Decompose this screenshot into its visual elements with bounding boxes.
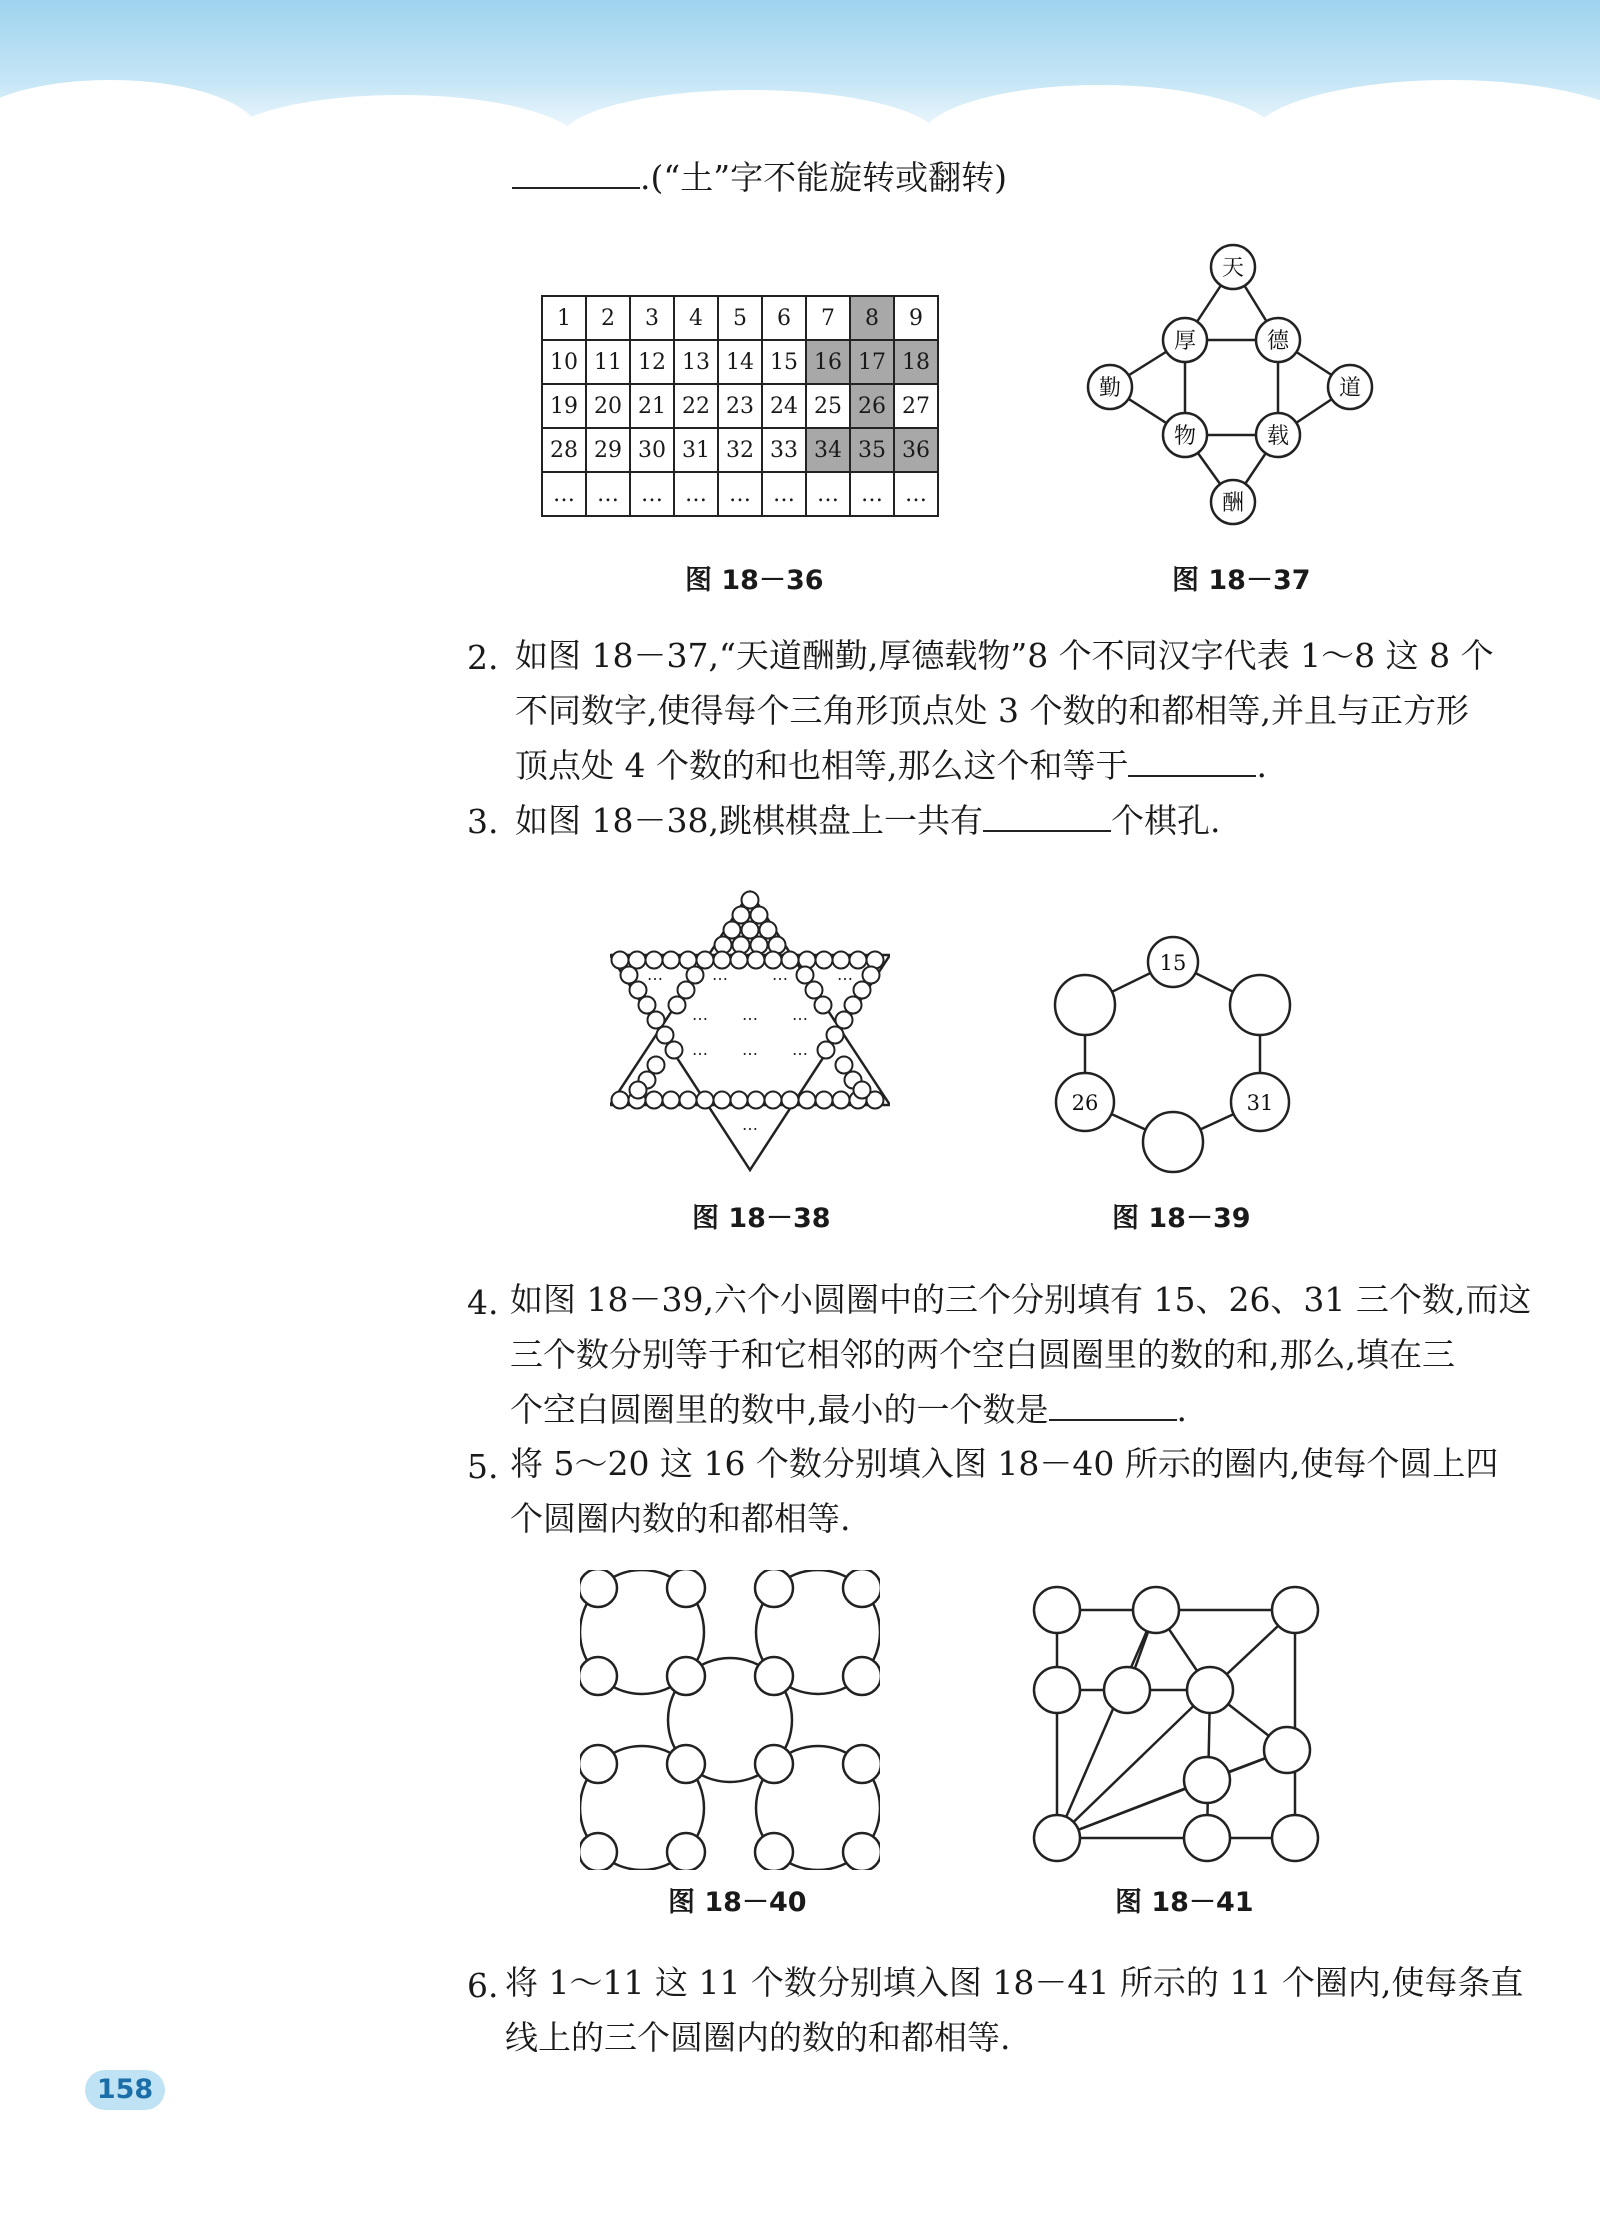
checker-hole — [663, 952, 680, 969]
checker-hole — [742, 892, 759, 909]
checker-hole — [760, 922, 777, 939]
checker-hole — [612, 1092, 629, 1109]
number-circle — [755, 1745, 793, 1783]
q2-line2: 不同数字,使得每个三角形顶点处 3 个数的和都相等,并且与正方形 — [515, 691, 1469, 730]
q2-line3: 顶点处 4 个数的和也相等,那么这个和等于 . — [515, 738, 1267, 793]
checker-hole — [797, 967, 814, 984]
value-top: 15 — [1159, 951, 1187, 975]
grid-cell: 2 — [586, 296, 630, 340]
checker-hole — [854, 982, 871, 999]
grid-cell: 23 — [718, 384, 762, 428]
q2-number: 2. — [467, 638, 499, 677]
grid-cell: 19 — [542, 384, 586, 428]
q4-line2: 三个数分别等于和它相邻的两个空白圆圈里的数的和,那么,填在三 — [510, 1335, 1455, 1374]
number-circle — [843, 1745, 880, 1783]
number-circle — [755, 1833, 793, 1870]
top-line — [512, 150, 1007, 205]
grid-cell: 30 — [630, 428, 674, 472]
number-circle — [667, 1833, 705, 1870]
checker-hole — [799, 1092, 816, 1109]
fig38-caption: 图 18－38 — [692, 1203, 831, 1234]
q4-line3: 个空白圆圈里的数中,最小的一个数是 . — [510, 1382, 1187, 1437]
checker-hole — [836, 1012, 853, 1029]
checker-hole — [697, 952, 714, 969]
grid-cell: … — [674, 472, 718, 516]
number-circle — [843, 1570, 880, 1607]
circle-bottom — [1143, 1112, 1203, 1172]
fig40-caption: 图 18－40 — [668, 1887, 807, 1918]
char-far-left: 勤 — [1098, 376, 1122, 401]
checker-hole — [648, 1057, 665, 1074]
checker-hole — [657, 1027, 674, 1044]
checker-hole — [731, 1092, 748, 1109]
grid-cell: 31 — [674, 428, 718, 472]
q4-answer-blank[interactable] — [1049, 1385, 1177, 1421]
grid-cell: 34 — [806, 428, 850, 472]
char-bottom-left: 物 — [1173, 424, 1197, 449]
grid-cell: … — [586, 472, 630, 516]
fig37-caption: 图 18－37 — [1172, 565, 1311, 596]
checker-hole — [621, 967, 638, 984]
grid-cell: 4 — [674, 296, 718, 340]
grid-cell: 11 — [586, 340, 630, 384]
grid-cell: … — [718, 472, 762, 516]
checker-hole — [733, 907, 750, 924]
q5-line1: 将 5～20 这 16 个数分别填入图 18－40 所示的圈内,使每个圆上四 — [510, 1444, 1499, 1483]
q4-line1: 如图 18－39,六个小圆圈中的三个分别填有 15、26、31 三个数,而这 — [510, 1280, 1532, 1319]
number-circle — [755, 1657, 793, 1695]
grid-cell: 21 — [630, 384, 674, 428]
checker-hole — [612, 952, 629, 969]
ellipsis-mark: … — [742, 1005, 758, 1024]
q6-line2: 线上的三个圆圈内的数的和都相等. — [505, 2018, 1011, 2057]
grid-cell: 18 — [894, 340, 938, 384]
checker-hole — [680, 1092, 697, 1109]
header-band — [0, 0, 1600, 150]
grid-row — [542, 472, 938, 516]
number-circle — [667, 1745, 705, 1783]
grid-cell: 24 — [762, 384, 806, 428]
grid-cell: 3 — [630, 296, 674, 340]
checker-hole — [863, 967, 880, 984]
checker-hole — [751, 907, 768, 924]
ellipsis-mark: … — [792, 1040, 808, 1059]
answer-blank[interactable] — [512, 153, 640, 189]
grid-cell: 17 — [850, 340, 894, 384]
ellipsis-mark: … — [647, 965, 663, 984]
grid-cell: 32 — [718, 428, 762, 472]
q3-number: 3. — [467, 802, 499, 841]
page-number: 158 — [85, 2070, 165, 2110]
checker-hole — [714, 1092, 731, 1109]
grid-cell: 29 — [586, 428, 630, 472]
checker-hole — [833, 1092, 850, 1109]
checker-hole — [748, 1092, 765, 1109]
grid-cell: 35 — [850, 428, 894, 472]
ellipsis-mark: … — [742, 1115, 758, 1134]
checker-hole — [630, 1082, 647, 1099]
value-bottom-right: 31 — [1246, 1091, 1274, 1115]
grid-cell: 15 — [762, 340, 806, 384]
q5-line2: 个圆圈内数的和都相等. — [510, 1499, 851, 1538]
grid-cell: 36 — [894, 428, 938, 472]
grid-cell: 26 — [850, 384, 894, 428]
number-grid — [541, 295, 939, 517]
grid-cell: 10 — [542, 340, 586, 384]
grid-cell: 9 — [894, 296, 938, 340]
ellipsis-mark: … — [712, 965, 728, 984]
checker-hole — [816, 952, 833, 969]
checker-hole — [678, 982, 695, 999]
grid-cell: 5 — [718, 296, 762, 340]
grid-cell: … — [762, 472, 806, 516]
checker-hole — [816, 1092, 833, 1109]
top-line-text: .(“土”字不能旋转或翻转) — [640, 158, 1007, 197]
number-circle — [580, 1833, 617, 1870]
grid-row — [542, 428, 938, 472]
checker-hole — [827, 1027, 844, 1044]
ellipsis-mark: … — [837, 965, 853, 984]
checker-hole — [845, 997, 862, 1014]
char-left-sq: 厚 — [1173, 329, 1197, 354]
ellipsis-mark: … — [692, 1040, 708, 1059]
ellipsis-mark: … — [692, 1005, 708, 1024]
grid-cell: 13 — [674, 340, 718, 384]
number-circle — [580, 1745, 617, 1783]
checker-hole — [765, 1092, 782, 1109]
grid-cell: … — [630, 472, 674, 516]
grid-cell: 33 — [762, 428, 806, 472]
number-circle — [843, 1833, 880, 1870]
q6-line1: 将 1～11 这 11 个数分别填入图 18－41 所示的 11 个圈内,使每条直 — [505, 1963, 1524, 2002]
number-circle — [843, 1657, 880, 1695]
grid-cell: 16 — [806, 340, 850, 384]
fig40-diagram — [580, 1570, 880, 1870]
char-far-right: 道 — [1338, 376, 1362, 401]
checker-hole — [742, 922, 759, 939]
q3-line: 如图 18－38,跳棋棋盘上一共有 个棋孔. — [515, 793, 1220, 848]
fig39-caption: 图 18－39 — [1112, 1203, 1251, 1234]
grid-row — [542, 296, 938, 340]
fig38-checker-board — [610, 880, 890, 1180]
checker-hole — [818, 1042, 835, 1059]
number-circle — [580, 1657, 617, 1695]
checker-hole — [663, 1092, 680, 1109]
fig39-diagram — [1045, 930, 1305, 1180]
number-circle — [667, 1570, 705, 1607]
checker-hole — [782, 1092, 799, 1109]
checker-hole — [815, 997, 832, 1014]
grid-cell: 28 — [542, 428, 586, 472]
ellipsis-mark: … — [742, 1040, 758, 1059]
fig41-caption: 图 18－41 — [1115, 1887, 1254, 1918]
fig37-diagram — [1085, 240, 1435, 530]
grid-cell: 7 — [806, 296, 850, 340]
checker-hole — [669, 997, 686, 1014]
fig41-diagram — [1025, 1570, 1345, 1870]
circle-top-right — [1230, 975, 1290, 1035]
checker-hole — [648, 1012, 665, 1029]
q5-number: 5. — [467, 1447, 499, 1486]
q6-number: 6. — [467, 1966, 499, 2005]
checker-hole — [630, 982, 647, 999]
grid-cell: 1 — [542, 296, 586, 340]
grid-row — [542, 384, 938, 428]
number-circle — [580, 1570, 617, 1607]
grid-cell: … — [850, 472, 894, 516]
value-bottom-left: 26 — [1071, 1091, 1099, 1115]
q3-answer-blank[interactable] — [983, 796, 1111, 832]
fig36-caption: 图 18－36 — [685, 565, 824, 596]
grid-cell: 22 — [674, 384, 718, 428]
circle-top-left — [1055, 975, 1115, 1035]
q4-number: 4. — [467, 1283, 499, 1322]
grid-cell: 6 — [762, 296, 806, 340]
checker-hole — [697, 1092, 714, 1109]
q2-line1: 如图 18－37,“天道酬勤,厚德载物”8 个不同汉字代表 1～8 这 8 个 — [515, 636, 1494, 675]
checker-hole — [687, 967, 704, 984]
q2-answer-blank[interactable] — [1128, 741, 1256, 777]
grid-cell: … — [894, 472, 938, 516]
checker-hole — [751, 937, 768, 954]
grid-cell: 27 — [894, 384, 938, 428]
grid-cell: … — [806, 472, 850, 516]
char-bottom-right: 载 — [1266, 424, 1290, 449]
checker-hole — [724, 922, 741, 939]
checker-hole — [806, 982, 823, 999]
checker-hole — [836, 1057, 853, 1074]
grid-cell: 8 — [850, 296, 894, 340]
char-bottom: 酬 — [1221, 491, 1245, 516]
number-circle — [667, 1657, 705, 1695]
grid-row — [542, 340, 938, 384]
checker-hole — [748, 952, 765, 969]
grid-cell: 20 — [586, 384, 630, 428]
grid-cell: 12 — [630, 340, 674, 384]
char-right-sq: 德 — [1266, 329, 1290, 354]
checker-hole — [666, 1042, 683, 1059]
grid-cell: 25 — [806, 384, 850, 428]
checker-hole — [639, 997, 656, 1014]
grid-cell: … — [542, 472, 586, 516]
checker-hole — [731, 952, 748, 969]
checker-hole — [646, 1092, 663, 1109]
checker-hole — [854, 1082, 871, 1099]
ellipsis-mark: … — [792, 1005, 808, 1024]
number-circle — [755, 1570, 793, 1607]
char-top: 天 — [1221, 256, 1245, 281]
grid-cell: 14 — [718, 340, 762, 384]
ellipsis-mark: … — [772, 965, 788, 984]
